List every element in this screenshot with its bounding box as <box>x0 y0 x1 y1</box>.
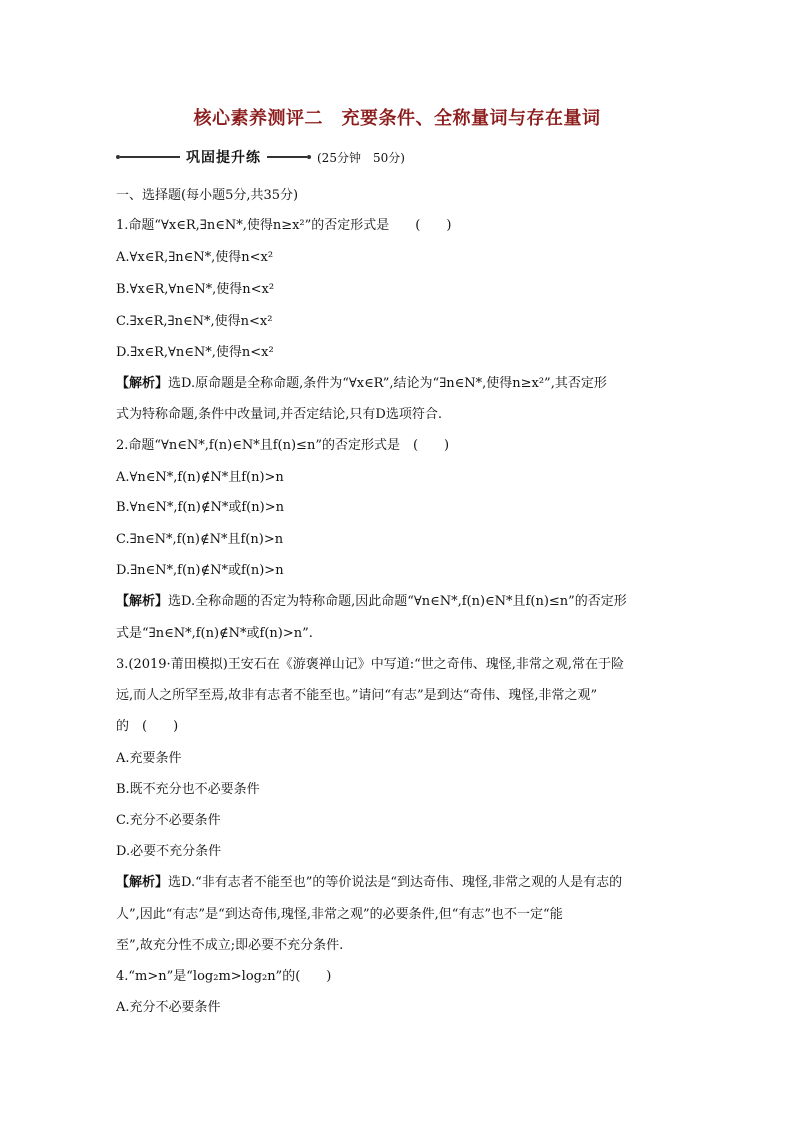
q1-option-c: C.∃x∈R,∃n∈N*,使得n<x² <box>116 314 273 329</box>
q1-analysis-line2: 式为特称命题,条件中改量词,并否定结论,只有D选项符合. <box>116 407 442 422</box>
q3-option-a: A.充要条件 <box>116 751 182 766</box>
q1-option-d: D.∃x∈R,∀n∈N*,使得n<x² <box>116 345 274 360</box>
q4-option-a: A.充分不必要条件 <box>116 1000 221 1015</box>
q1-stem: 1.命题“∀x∈R,∃n∈N*,使得n≥x²”的否定形式是 ( ) <box>116 218 452 233</box>
q2-option-b: B.∀n∈N*,f(n)∉N*或f(n)>n <box>116 500 284 515</box>
analysis-tag: 【解析】 <box>116 875 169 890</box>
q2-stem: 2.命题“∀n∈N*,f(n)∈N*且f(n)≤n”的否定形式是 ( ) <box>116 438 450 453</box>
q3-stem-line3: 的 ( ) <box>116 719 179 734</box>
q1-analysis-line1 <box>116 374 607 394</box>
q2-option-c: C.∃n∈N*,f(n)∉N*且f(n)>n <box>116 532 284 547</box>
analysis-text: 选D.“非有志者不能至也”的等价说法是“到达奇伟、瑰怪,非常之观的人是有志的 <box>168 875 623 890</box>
q2-analysis-line1 <box>116 592 627 612</box>
analysis-text: 选D.原命题是全称命题,条件为“∀x∈R”,结论为“∃n∈N*,使得n≥x²”,其否定形 <box>168 376 607 391</box>
page-title: 核心素养测评二 充要条件、全称量词与存在量词 <box>193 108 601 129</box>
q2-option-d: D.∃n∈N*,f(n)∉N*或f(n)>n <box>116 563 284 578</box>
q3-option-c: C.充分不必要条件 <box>116 813 221 828</box>
q3-analysis-line2: 人”,因此“有志”是“到达奇伟,瑰怪,非常之观”的必要条件,但“有志”也不一定“能 <box>116 907 563 922</box>
analysis-tag: 【解析】 <box>116 376 169 391</box>
divider-line <box>267 156 307 158</box>
part-header: 一、选择题(每小题5分,共35分) <box>116 188 299 203</box>
analysis-tag: 【解析】 <box>116 594 169 609</box>
q1-option-a: A.∀x∈R,∃n∈N*,使得n<x² <box>116 250 274 265</box>
divider-line <box>120 156 180 158</box>
q4-stem: 4.“m>n”是“log₂m>log₂n”的( ) <box>116 969 332 984</box>
q3-stem-line2: 远,而人之所罕至焉,故非有志者不能至也。”请问“有志”是到达“奇伟、瑰怪,非常之观” <box>116 688 598 703</box>
q3-stem-line1: 3.(2019·莆田模拟)王安石在《游褒禅山记》中写道:“世之奇伟、瑰怪,非常之观,常在于险 <box>116 657 625 672</box>
q2-option-a: A.∀n∈N*,f(n)∉N*且f(n)>n <box>116 470 284 485</box>
q2-analysis-line2: 式是“∃n∈N*,f(n)∉N*或f(n)>n”. <box>116 626 313 641</box>
q3-analysis-line3: 至”,故充分性不成立;即必要不充分条件. <box>116 938 344 953</box>
divider-dot <box>307 155 311 159</box>
section-label: 巩固提升练 <box>186 150 261 166</box>
q3-option-d: D.必要不充分条件 <box>116 844 222 859</box>
analysis-text: 选D.全称命题的否定为特称命题,因此命题“∀n∈N*,f(n)∈N*且f(n)≤n”的否定形 <box>168 594 627 609</box>
section-header <box>116 146 536 168</box>
q3-analysis-line1 <box>116 873 622 893</box>
q1-option-b: B.∀x∈R,∀n∈N*,使得n<x² <box>116 282 275 297</box>
q3-option-b: B.既不充分也不必要条件 <box>116 782 260 797</box>
section-time: (25分钟 50分) <box>317 150 405 165</box>
